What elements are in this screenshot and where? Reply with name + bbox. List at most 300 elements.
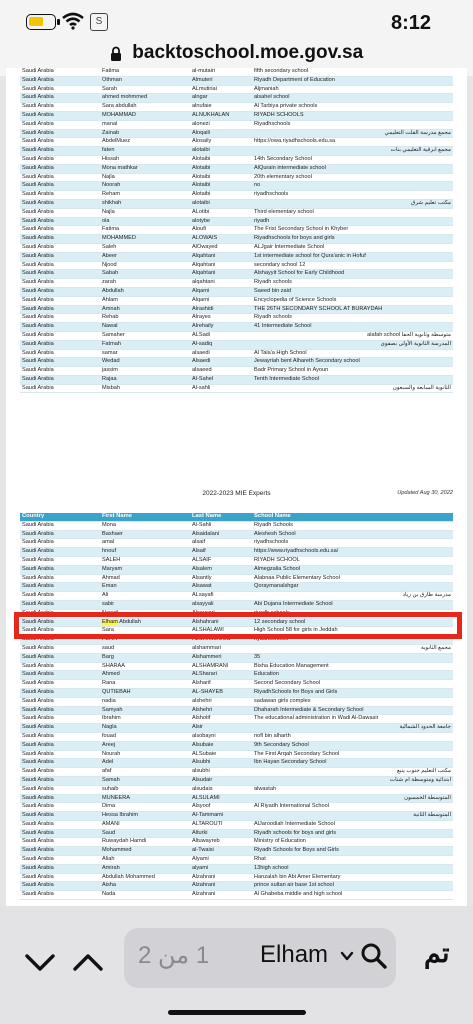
table-cell: alsaif (190, 539, 252, 548)
table-cell: Al-Sahel (190, 375, 252, 384)
table-row (20, 305, 453, 314)
table-cell: Saudi Arabia (20, 103, 100, 112)
table-cell: Saudi Arabia (20, 331, 100, 340)
status-bar (0, 0, 473, 48)
table-cell: 20th elementary school (252, 173, 453, 182)
table-cell: Fatmah (100, 340, 190, 349)
table-cell: Saudi Arabia (20, 556, 100, 565)
table-cell: ALJgair Intermediate School (252, 243, 453, 252)
table-cell: Abi Dujana Intermediate School (252, 600, 453, 609)
pdf-viewport[interactable] (0, 68, 473, 906)
table-cell: Dima (100, 803, 190, 812)
table-cell: Al Riyadh International School (252, 803, 453, 812)
table-cell: Saudi Arabia (20, 367, 100, 376)
table-cell: Maryam (100, 565, 190, 574)
table-cell: Saudi Arabia (20, 618, 100, 627)
table-cell: Tenth Intermediate School (252, 375, 453, 384)
table-cell: Ahmad (100, 574, 190, 583)
table-cell: alwastah (252, 785, 453, 794)
table-cell: Alsudair (190, 776, 252, 785)
table-cell: 1st intermediate school for Qura'anic in Hofuf (252, 252, 453, 261)
table-cell: Alsaedi (190, 358, 252, 367)
table-cell: المدرسة الثانوية الأولى بصفوى (252, 340, 453, 349)
table-cell: Sarah (100, 85, 190, 94)
table-cell: Saudi Arabia (20, 340, 100, 349)
table-cell: Saudi Arabia (20, 191, 100, 200)
table-cell: Saudi Arabia (20, 803, 100, 812)
table-cell: Saudi Arabia (20, 358, 100, 367)
table-row (20, 94, 453, 103)
table-cell: Aloqaili (190, 129, 252, 138)
table-cell: alsubhi (190, 768, 252, 777)
table-cell: مكتب التعليم جنوب ينبع (252, 768, 453, 777)
table-cell: Alsaidalani (190, 530, 252, 539)
table-row (20, 235, 453, 244)
table-cell: Saudi Arabia (20, 856, 100, 865)
table-cell: Nawal (100, 323, 190, 332)
wifi-icon (62, 12, 84, 30)
table-cell: Saudi Arabia (20, 138, 100, 147)
table-cell: Saudi Arabia (20, 697, 100, 706)
table-cell: riyadhschools (252, 191, 453, 200)
table-cell: Saudi Arabia (20, 548, 100, 557)
table-cell: Second Secondary School (252, 680, 453, 689)
table-cell: AlQurain intermediate school (252, 164, 453, 173)
table-cell: MOHAMMAD (100, 111, 190, 120)
table-row (20, 155, 453, 164)
table-cell: ALsayafi (190, 592, 252, 601)
table-cell: Barg (100, 653, 190, 662)
table-cell: alonezi (190, 120, 252, 129)
find-input[interactable] (124, 928, 396, 988)
table-cell: alsahel school (252, 94, 453, 103)
table-row (20, 243, 453, 252)
search-icon (360, 942, 388, 970)
table-cell: Sabah (100, 270, 190, 279)
table-cell: Saudi Arabia (20, 768, 100, 777)
table-row (20, 768, 453, 777)
pdf-page-346 (6, 68, 467, 530)
table-cell: ALSULAMI (190, 794, 252, 803)
table-cell: Hanzalah bin Abi Amer Elementary (252, 873, 453, 882)
table-row (20, 706, 453, 715)
table-cell: Alsyoof (190, 803, 252, 812)
table-cell: Saudi Arabia (20, 741, 100, 750)
table-cell: Saudi Arabia (20, 653, 100, 662)
table-cell: alsayyali (190, 600, 252, 609)
table-cell: Altuwayreb (190, 838, 252, 847)
table-cell: Al Tarbiya private schools (252, 103, 453, 112)
table-cell: Saudi Arabia (20, 375, 100, 384)
table-cell: Fatima (100, 226, 190, 235)
table-cell: THE 26TH SECONDARY SCHOOL AT BURAYDAH (252, 305, 453, 314)
table-row (20, 715, 453, 724)
table-row (20, 182, 453, 191)
table-cell: jassim (100, 367, 190, 376)
table-cell: Ahlam (100, 296, 190, 305)
page1-table (20, 68, 453, 393)
table-cell: ابتدائية ومتوسطة ام شنات (252, 776, 453, 785)
table-cell: Mohammed (100, 847, 190, 856)
table-cell: Saudi Arabia (20, 732, 100, 741)
table-cell: جامعة الحدود الشمالية (252, 724, 453, 733)
table-cell: Saudi Arabia (20, 208, 100, 217)
table-row (20, 147, 453, 156)
document-title: 2022-2023 MIE Experts (202, 490, 271, 497)
table-header-row (20, 513, 453, 521)
table-cell: Alyami (190, 856, 252, 865)
table-cell: Amirah (100, 864, 190, 873)
table-cell: Noorah (100, 182, 190, 191)
table-cell: Riyadh Schools (252, 521, 453, 530)
table-cell: alshammari (190, 644, 252, 653)
table-cell: alyami (190, 864, 252, 873)
table-cell: alsaedi (190, 349, 252, 358)
table-row (20, 891, 453, 900)
table-cell: مجمع ابرقية التعليمي بنات (252, 147, 453, 156)
table-cell: sadawan girls complex (252, 697, 453, 706)
table-cell: Saudi Arabia (20, 750, 100, 759)
table-cell: Samah (100, 776, 190, 785)
table-row (20, 296, 453, 305)
table-cell: Alqahtani (190, 252, 252, 261)
table-cell: Saudi Arabia (20, 794, 100, 803)
table-cell: Ahmed (100, 671, 190, 680)
table-cell: Saudi Arabia (20, 120, 100, 129)
table-cell: Riyadh Schools for Boys and Girls (252, 847, 453, 856)
table-cell: sabir (100, 600, 190, 609)
table-cell: Jewayriah bent Alhareth Secondary school (252, 358, 453, 367)
table-cell: The First Arqah Secondary School (252, 750, 453, 759)
table-cell: Abeer (100, 252, 190, 261)
table-row (20, 375, 453, 384)
table-row (20, 164, 453, 173)
table-row (20, 331, 453, 340)
table-row (20, 226, 453, 235)
table-cell: Dhaharah Intermediate & Secondary School (252, 706, 453, 715)
table-cell: ALSHALAWI (190, 627, 252, 636)
table-row (20, 138, 453, 147)
table-cell: Sara abdullah (100, 103, 190, 112)
lock-icon (110, 46, 122, 61)
table-cell: Saudi Arabia (20, 882, 100, 891)
table-cell: Saudi Arabia (20, 539, 100, 548)
chevron-down-icon[interactable] (340, 949, 354, 963)
table-cell: MOHAMMED (100, 235, 190, 244)
table-cell: Saudi Arabia (20, 85, 100, 94)
table-cell: Fatima (100, 68, 190, 76)
table-row (20, 287, 453, 296)
table-cell: ALSHAMLOOD (190, 636, 252, 645)
table-cell: alotybe (190, 217, 252, 226)
table-row (20, 261, 453, 270)
table-cell: al-Twaisi (190, 847, 252, 856)
table-cell: alqahtani (190, 279, 252, 288)
table-cell: faten (100, 147, 190, 156)
table-row (20, 521, 453, 530)
table-row (20, 208, 453, 217)
table-cell: https://owa.riyadhschools.edu.sa (252, 138, 453, 147)
page2-table (20, 513, 453, 900)
table-cell: Alzahrani (190, 873, 252, 882)
table-row (20, 120, 453, 129)
table-cell: Nawaf (100, 609, 190, 618)
table-cell: Alzahrani (190, 891, 252, 900)
table-cell: Saudi Arabia (20, 627, 100, 636)
table-row (20, 583, 453, 592)
table-cell: Saudi Arabia (20, 217, 100, 226)
table-cell: AL-SHAYEB (190, 688, 252, 697)
table-cell: الثانوية السابعة والسبعون (252, 384, 453, 393)
table-cell: ALSharari (190, 671, 252, 680)
table-row (20, 592, 453, 601)
search-match-outline (14, 612, 462, 639)
table-cell: MUNEERA (100, 794, 190, 803)
table-row (20, 671, 453, 680)
table-cell: Alqarni (190, 287, 252, 296)
table-row (20, 776, 453, 785)
table-row (20, 530, 453, 539)
table-cell: zarah (100, 279, 190, 288)
table-row (20, 314, 453, 323)
table-cell: Riyadhschools (252, 120, 453, 129)
table-cell: alotaibi (190, 199, 252, 208)
table-cell: Ibn Hayan Secondary School (252, 759, 453, 768)
table-cell: Alotaibi (190, 164, 252, 173)
table-cell: Rhat (252, 856, 453, 865)
match-counter: 1 من 2 (138, 942, 210, 969)
table-cell: Alabnaa Public Elementary School (252, 574, 453, 583)
table-row (20, 732, 453, 741)
table-cell: riyadh schools (252, 609, 453, 618)
table-cell: amal (100, 539, 190, 548)
table-cell: مجمع مدرسة القلت التعليمي (252, 129, 453, 138)
table-row (20, 103, 453, 112)
table-cell: Saleh (100, 243, 190, 252)
table-cell: Saudi Arabia (20, 261, 100, 270)
table-cell: Alshehri (190, 706, 252, 715)
table-cell: RIYADH SCHOOL (252, 556, 453, 565)
table-cell: مجمع الثانوية (252, 644, 453, 653)
table-row (20, 662, 453, 671)
table-cell: Saudi Arabia (20, 349, 100, 358)
table-cell: Saudi Arabia (20, 838, 100, 847)
table-cell: manal (100, 120, 190, 129)
table-row (20, 565, 453, 574)
table-cell: Ministry of Education (252, 838, 453, 847)
table-cell: alshehri (190, 697, 252, 706)
table-cell: secondary school 12 (252, 261, 453, 270)
table-cell: SALEH (100, 556, 190, 565)
table-row (20, 270, 453, 279)
table-cell: AMANI (100, 820, 190, 829)
table-cell: Almegzalia School (252, 565, 453, 574)
table-cell: Saudi Arabia (20, 129, 100, 138)
table-cell: Saudi Arabia (20, 314, 100, 323)
table-cell: Alsayyari (190, 609, 252, 618)
find-toolbar (0, 906, 473, 1024)
table-cell: Saudi Arabia (20, 864, 100, 873)
table-cell: 9th Secondary School (252, 741, 453, 750)
table-cell: ALmutiriai (190, 85, 252, 94)
table-cell: fifth secondary school (252, 68, 453, 76)
table-row (20, 697, 453, 706)
table-cell: Saudi Arabia (20, 847, 100, 856)
table-cell: saud (100, 644, 190, 653)
table-cell: Saudi Arabia (20, 111, 100, 120)
search-query: Elham (260, 941, 329, 968)
table-cell: Nourah (100, 750, 190, 759)
table-cell: Saudi Arabia (20, 776, 100, 785)
search-highlight: Elham (102, 618, 118, 625)
table-row (20, 384, 453, 393)
table-cell: Amnah (100, 305, 190, 314)
chevron-up-icon[interactable] (68, 942, 108, 982)
table-row (20, 217, 453, 226)
table-cell: Alotaibi (190, 173, 252, 182)
table-cell: RIYADH SCHOOLS (252, 111, 453, 120)
table-cell: Rana (100, 680, 190, 689)
table-cell: Saudi Arabia (20, 600, 100, 609)
table-row (20, 600, 453, 609)
table-row (20, 76, 453, 85)
table-cell: Saeed bin zaid (252, 287, 453, 296)
table-row (20, 340, 453, 349)
table-cell: Abdullah (100, 287, 190, 296)
table-cell: FEHR (100, 636, 190, 645)
table-cell: Reham (100, 191, 190, 200)
table-cell: Saudi Arabia (20, 287, 100, 296)
table-cell: 13high school (252, 864, 453, 873)
table-row (20, 680, 453, 689)
table-cell: Saudi Arabia (20, 182, 100, 191)
table-row (20, 111, 453, 120)
table-cell: Bisha Education Management (252, 662, 453, 671)
table-row (20, 724, 453, 733)
table-cell: Areej (100, 741, 190, 750)
table-cell: Alshammeri (190, 653, 252, 662)
page-url: backtoschool.moe.gov.sa (132, 42, 364, 63)
table-cell: alotaibi (190, 147, 252, 156)
table-row (20, 252, 453, 261)
table-cell: ALSAIF (190, 556, 252, 565)
table-cell: Saudi Arabia (20, 873, 100, 882)
battery-icon (26, 14, 56, 30)
table-row (20, 556, 453, 565)
table-cell: Saudi Arabia (20, 609, 100, 618)
table-cell: ALOWAIS (190, 235, 252, 244)
table-cell: Saudi Arabia (20, 235, 100, 244)
table-cell: Alturki (190, 829, 252, 838)
table-cell: مكتب تعليم شرق (252, 199, 453, 208)
table-row (20, 68, 453, 76)
table-cell: nofl bin alharth (252, 732, 453, 741)
table-cell: Rajaa (100, 375, 190, 384)
table-cell: Saudi Arabia (20, 706, 100, 715)
table-cell: Wedad (100, 358, 190, 367)
table-row (20, 803, 453, 812)
table-cell: ola (100, 217, 190, 226)
table-cell: Ali (100, 592, 190, 601)
table-cell: fouad (100, 732, 190, 741)
table-cell: 12 secondary school (252, 618, 453, 627)
column-header: Country (20, 513, 100, 521)
table-cell: Saudi Arabia (20, 94, 100, 103)
table-cell: hnouf (100, 548, 190, 557)
updated-date: Updated Aug 30, 2022 (397, 490, 453, 496)
chevron-down-icon[interactable] (20, 942, 60, 982)
table-cell: Saudi Arabia (20, 279, 100, 288)
table-cell: riyadh (252, 217, 453, 226)
table-cell: Saudi Arabia (20, 530, 100, 539)
table-cell: Njood (100, 261, 190, 270)
table-cell: Saudi Arabia (20, 688, 100, 697)
table-cell: Al-sahli (190, 384, 252, 393)
table-row (20, 129, 453, 138)
table-cell: Alotaibi (190, 155, 252, 164)
table-cell: Al-Tammami (190, 812, 252, 821)
table-row (20, 873, 453, 882)
table-cell: RiyadhSchools for Boys and Girls (252, 688, 453, 697)
table-cell: ALTAROUTI (190, 820, 252, 829)
table-cell: المتوسطة الخمسون (252, 794, 453, 803)
table-cell: ALNUKHALAN (190, 111, 252, 120)
table-row (20, 741, 453, 750)
table-cell: Alshahrani (190, 618, 252, 627)
table-cell: Saudi Arabia (20, 812, 100, 821)
table-cell: Saudi Arabia (20, 323, 100, 332)
table-cell: Saudi Arabia (20, 305, 100, 314)
table-cell: Aloufi (190, 226, 252, 235)
table-cell: AbdelMuez (100, 138, 190, 147)
table-row (20, 785, 453, 794)
table-cell: Alsubhi (190, 759, 252, 768)
table-row (20, 688, 453, 697)
done-button[interactable]: تم (424, 938, 450, 968)
home-indicator (168, 1010, 306, 1015)
table-cell: Rehab (100, 314, 190, 323)
table-cell: alsobayni (190, 732, 252, 741)
table-cell: Saudi Arabia (20, 173, 100, 182)
table-cell: Saudi Arabia (20, 147, 100, 156)
table-cell: ALotibi (190, 208, 252, 217)
table-cell: Mona (100, 521, 190, 530)
table-cell: Saud (100, 829, 190, 838)
table-row (20, 829, 453, 838)
table-cell: Saudi Arabia (20, 155, 100, 164)
table-row (20, 794, 453, 803)
table-cell: Hissah (100, 155, 190, 164)
table-cell: Education (252, 671, 453, 680)
table-cell: Sara (100, 627, 190, 636)
table-cell: Saudi Arabia (20, 583, 100, 592)
table-cell: Othman (100, 76, 190, 85)
table-cell: ALSadi (190, 331, 252, 340)
table-cell: SHARAA (100, 662, 190, 671)
table-cell: Saudi Arabia (20, 662, 100, 671)
table-cell: Alrashidi (190, 305, 252, 314)
clock: 8:12 (390, 12, 431, 34)
table-cell: alngar (190, 94, 252, 103)
table-cell: samar (100, 349, 190, 358)
table-cell: alsaeed (190, 367, 252, 376)
table-cell: Alzahrani (190, 882, 252, 891)
table-cell: Nagla (100, 724, 190, 733)
table-cell: Saudi Arabia (20, 199, 100, 208)
table-cell: riyadhschools (252, 539, 453, 548)
table-cell: Samyah (100, 706, 190, 715)
table-cell: Alsharif (190, 680, 252, 689)
